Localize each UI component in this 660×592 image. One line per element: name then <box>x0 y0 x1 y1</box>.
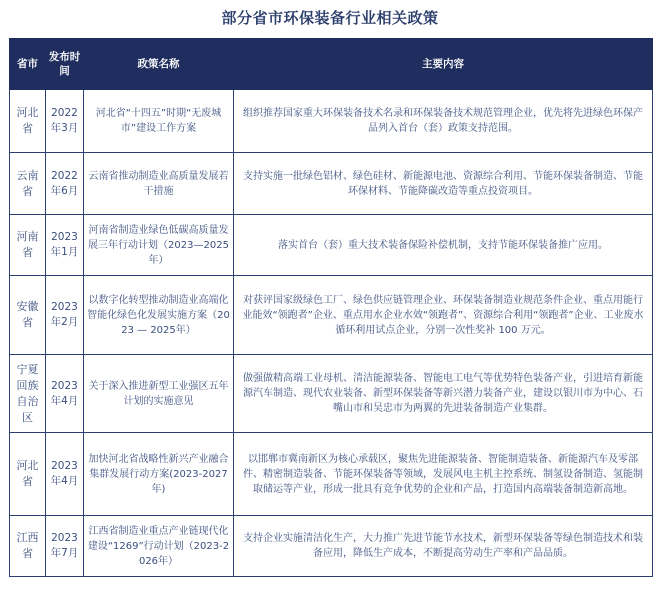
cell-policy: 云南省推动制造业高质量发展若干措施 <box>84 153 234 215</box>
header-content: 主要内容 <box>234 39 653 90</box>
cell-policy: 江西省制造业重点产业链现代化建设“1269”行动计划（2023-2026年） <box>84 516 234 577</box>
cell-province: 安徽省 <box>10 276 46 355</box>
cell-province: 宁夏回族自治区 <box>10 355 46 433</box>
table-row <box>10 355 653 433</box>
header-policy: 政策名称 <box>84 39 234 90</box>
cell-date: 2023年4月 <box>46 433 84 516</box>
cell-province: 河北省 <box>10 90 46 153</box>
cell-policy: 河北省“十四五”时期“无废城市”建设工作方案 <box>84 90 234 153</box>
table-row <box>10 153 653 215</box>
cell-content: 组织推荐国家重大环保装备技术名录和环保装备技术规范管理企业，优先将先进绿色环保产品列入首台（套）政策支持范围。 <box>234 90 653 153</box>
cell-date: 2022年3月 <box>46 90 84 153</box>
cell-date: 2023年1月 <box>46 215 84 276</box>
cell-date: 2023年4月 <box>46 355 84 433</box>
table-row <box>10 90 653 153</box>
cell-date: 2022年6月 <box>46 153 84 215</box>
cell-province: 河南省 <box>10 215 46 276</box>
cell-date: 2023年7月 <box>46 516 84 577</box>
cell-policy: 以数字化转型推动制造业高端化智能化绿色化发展实施方案（2023 — 2025年） <box>84 276 234 355</box>
cell-content: 对获评国家级绿色工厂、绿色供应链管理企业、环保装备制造业规范条件企业、重点用能行业能效“领跑者”企业、重点用水企业水效“领跑者”、资源综合利用“领跑者”企业、工业废水循环利用试点企业，分别一次性奖补 100 万元。 <box>234 276 653 355</box>
table-header-row <box>10 39 653 90</box>
page-title: 部分省市环保装备行业相关政策 <box>221 9 439 27</box>
table-row <box>10 516 653 577</box>
cell-policy: 河南省制造业绿色低碳高质量发展三年行动计划（2023—2025年） <box>84 215 234 276</box>
table-row <box>10 215 653 276</box>
cell-policy: 关于深入推进新型工业强区五年计划的实施意见 <box>84 355 234 433</box>
cell-content: 支持企业实施清洁化生产，大力推广先进节能节水技术，新型环保装备等绿色制造技术和装备应用，降低生产成本，不断提高劳动生产率和产品品质。 <box>234 516 653 577</box>
policy-table <box>9 38 653 577</box>
cell-policy: 加快河北省战略性新兴产业融合集群发展行动方案(2023-2027年) <box>84 433 234 516</box>
cell-content: 落实首台（套）重大技术装备保险补偿机制，支持节能环保装备推广应用。 <box>234 215 653 276</box>
cell-content: 以邯郸市冀南新区为核心承载区，聚焦先进能源装备、智能制造装备、新能源汽车及零部件、精密制造装备、节能环保装备等领域，发展风电主机主控系统、制氢设备制造、氢能制取储运等产业，形成一批具有竞争优势的企业和产品，打造国内高端装备制造新高地。 <box>234 433 653 516</box>
cell-province: 云南省 <box>10 153 46 215</box>
table-row <box>10 433 653 516</box>
cell-province: 江西省 <box>10 516 46 577</box>
header-date: 发布时间 <box>46 39 84 90</box>
table-row <box>10 276 653 355</box>
cell-province: 河北省 <box>10 433 46 516</box>
header-province: 省市 <box>10 39 46 90</box>
cell-date: 2023年2月 <box>46 276 84 355</box>
cell-content: 做强做精高端工业母机、清洁能源装备、智能电工电气等优势特色装备产业，引进培育新能源汽车制造、现代农业装备、新型环保装备等新兴潜力装备产业，建设以银川市为中心、石嘴山市和吴忠市为两翼的先进装备制造产业集群。 <box>234 355 653 433</box>
cell-content: 支持实施一批绿色铝材、绿色硅材、新能源电池、资源综合利用、节能环保装备制造、节能环保材料、节能降碳改造等重点投资项目。 <box>234 153 653 215</box>
